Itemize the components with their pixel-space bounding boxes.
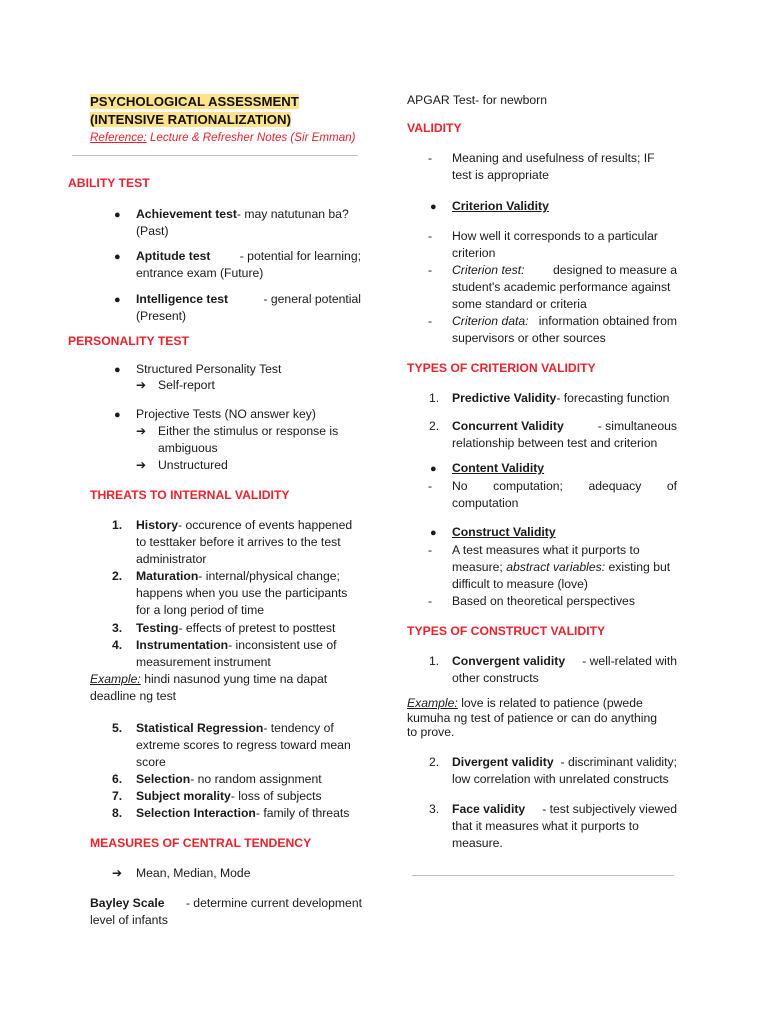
bullet-icon: ● bbox=[114, 409, 121, 421]
list-item: Self-report bbox=[158, 378, 215, 392]
numbered-item: 5. Statistical Regression- tendency of extreme scores to regress toward mean score bbox=[112, 721, 351, 769]
dash-icon: - bbox=[428, 314, 433, 328]
reference-line: Reference: Lecture & Refresher Notes (Sir Emman) bbox=[90, 131, 356, 144]
list-item: A test measures what it purports to measure; abstract variables: existing but difficult to measure (love) bbox=[452, 543, 671, 591]
list-item: Criterion data: information obtained from supervisors or other sources bbox=[452, 314, 677, 345]
list-item: Criterion test: designed to measure a student's academic performance against some standard or criteria bbox=[452, 263, 677, 311]
types-criterion-heading: TYPES OF CRITERION VALIDITY bbox=[407, 361, 596, 375]
list-item: Either the stimulus or response is ambiguous bbox=[158, 424, 339, 455]
bullet-icon: ● bbox=[114, 209, 121, 221]
numbered-item: 3. Face validity - test subjectively viewed that it measures what it purports to measure. bbox=[429, 802, 677, 850]
dash-icon: - bbox=[428, 594, 433, 608]
numbered-item: 6. Selection- no random assignment bbox=[112, 772, 322, 786]
numbered-item: 1. Convergent validity - well-related with other constructs bbox=[429, 654, 677, 685]
list-item: Aptitude test - potential for learning; entrance exam (Future) bbox=[136, 249, 361, 280]
dash-icon: - bbox=[428, 263, 433, 277]
numbered-item: 1. History- occurence of events happened to testtaker before it arrives to the test administrator bbox=[112, 518, 353, 566]
dash-icon: - bbox=[428, 479, 433, 493]
numbered-item: 7. Subject morality- loss of subjects bbox=[112, 789, 322, 803]
threats-heading: THREATS TO INTERNAL VALIDITY bbox=[90, 488, 290, 502]
criterion-validity-label: Criterion Validity bbox=[452, 199, 549, 213]
document-title: PSYCHOLOGICAL ASSESSMENT (INTENSIVE RATIONALIZATION) bbox=[90, 94, 299, 127]
list-item: Structured Personality Test bbox=[136, 362, 282, 376]
ability-test-heading: ABILITY TEST bbox=[68, 176, 150, 190]
divider bbox=[412, 875, 674, 876]
list-item: Intelligence test - general potential (Present) bbox=[136, 292, 361, 323]
types-construct-heading: TYPES OF CONSTRUCT VALIDITY bbox=[407, 624, 606, 638]
central-tendency-heading: MEASURES OF CENTRAL TENDENCY bbox=[90, 836, 312, 850]
validity-heading: VALIDITY bbox=[407, 121, 462, 135]
arrow-icon: ➔ bbox=[112, 866, 123, 880]
construct-validity-label: Construct Validity bbox=[452, 525, 556, 539]
dash-icon: - bbox=[428, 229, 433, 243]
list-item: Meaning and usefulness of results; IF test is appropriate bbox=[452, 151, 655, 182]
arrow-icon: ➔ bbox=[136, 424, 147, 438]
bayley-scale-text: Bayley Scale - determine current development level of infants bbox=[90, 896, 362, 927]
numbered-item: 4. Instrumentation- inconsistent use of measurement instrument bbox=[112, 638, 337, 669]
bullet-icon: ● bbox=[430, 201, 437, 213]
dash-icon: - bbox=[428, 543, 433, 557]
list-item: Unstructured bbox=[158, 458, 228, 472]
content-validity-label: Content Validity bbox=[452, 461, 545, 475]
list-item: Based on theoretical perspectives bbox=[452, 594, 635, 608]
numbered-item: 2. Divergent validity - discriminant validity; low correlation with unrelated constructs bbox=[429, 755, 677, 786]
dash-icon: - bbox=[428, 151, 433, 165]
list-item: Achievement test- may natutunan ba? (Past) bbox=[136, 207, 349, 238]
apgar-text: APGAR Test- for newborn bbox=[407, 93, 547, 107]
numbered-item: 8. Selection Interaction- family of threats bbox=[112, 806, 350, 820]
bullet-icon: ● bbox=[430, 527, 437, 539]
list-item: Mean, Median, Mode bbox=[136, 866, 251, 880]
numbered-item: 3. Testing- effects of pretest to posttest bbox=[112, 621, 336, 635]
bullet-icon: ● bbox=[114, 251, 121, 263]
bullet-icon: ● bbox=[430, 463, 437, 475]
numbered-item: 2. Maturation- internal/physical change; happens when you use the participants for a long period of time bbox=[112, 569, 348, 617]
list-item: How well it corresponds to a particular criterion bbox=[452, 229, 658, 260]
personality-test-heading: PERSONALITY TEST bbox=[68, 334, 189, 348]
list-item: Projective Tests (NO answer key) bbox=[136, 407, 316, 421]
numbered-item: 1. Predictive Validity- forecasting function bbox=[429, 391, 670, 405]
example-text: Example: hindi nasunod yung time na dapat deadline ng test bbox=[90, 672, 328, 703]
bullet-icon: ● bbox=[114, 294, 121, 306]
arrow-icon: ➔ bbox=[136, 378, 147, 392]
numbered-item: 2. Concurrent Validity - simultaneous relationship between test and criterion bbox=[429, 419, 677, 450]
list-item: No computation; adequacy of computation bbox=[452, 479, 677, 510]
arrow-icon: ➔ bbox=[136, 458, 147, 472]
example-text: Example: love is related to patience (pwede kumuha ng test of patience or can do anything to prove. bbox=[407, 696, 658, 739]
divider bbox=[72, 155, 358, 156]
bullet-icon: ● bbox=[114, 364, 121, 376]
